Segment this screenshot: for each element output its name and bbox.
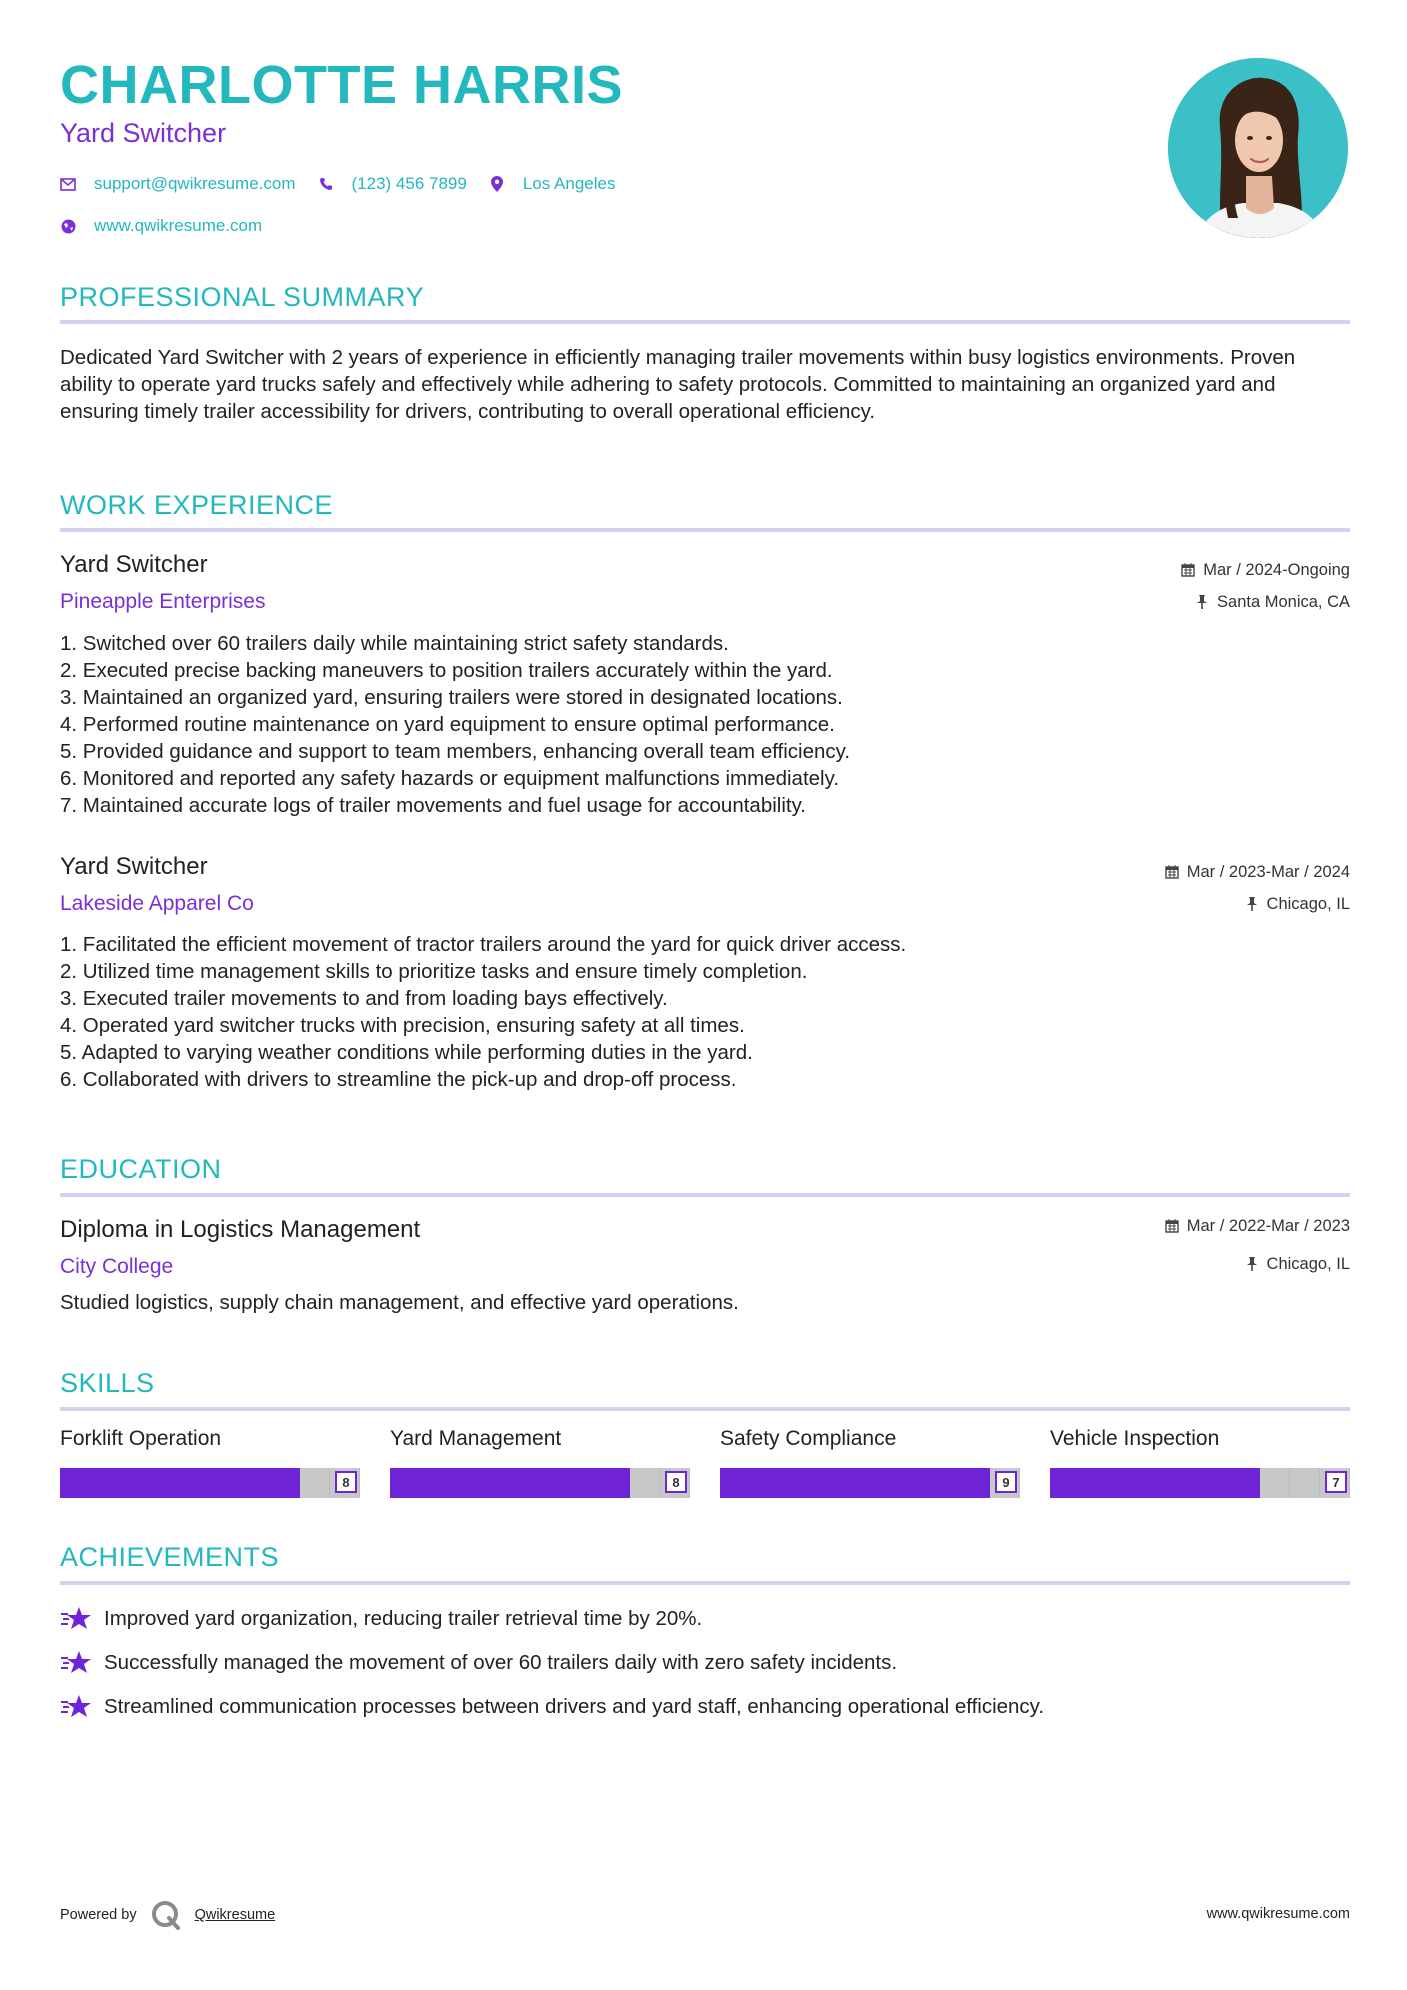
job-date-text: Mar / 2024-Ongoing: [1203, 561, 1350, 579]
skill-segment: [630, 1468, 660, 1498]
skill-score: 8: [335, 1471, 357, 1493]
skill-segment: [960, 1468, 990, 1498]
achievement-item: [60, 1649, 897, 1677]
achievement-text: Streamlined communication processes between drivers and yard staff, enhancing operational efficiency.: [104, 1695, 1045, 1718]
skill-segment: [840, 1468, 870, 1498]
achievements-heading: ACHIEVEMENTS: [60, 1542, 280, 1572]
skill-segment: [420, 1468, 450, 1498]
skill-segment: [390, 1468, 420, 1498]
pushpin-icon: [1245, 897, 1259, 911]
skill-segment: [780, 1468, 810, 1498]
candidate-name: CHARLOTTE HARRIS: [60, 55, 623, 115]
location-item: [489, 174, 616, 194]
school-name: City College: [60, 1255, 174, 1278]
calendar-icon: [1181, 563, 1195, 577]
skill-item: [720, 1427, 1020, 1490]
list-item: 3. Executed trailer movements to and from loading bays effectively.: [60, 987, 668, 1010]
star-icon: [60, 1605, 92, 1633]
map-pin-icon: [489, 176, 505, 192]
website-item[interactable]: [60, 216, 262, 236]
list-item: 1. Switched over 60 trailers daily while maintaining strict safety standards.: [60, 632, 729, 655]
skill-segment: [240, 1468, 270, 1498]
skill-segment: [870, 1468, 900, 1498]
calendar-icon: [1165, 865, 1179, 879]
list-item: 4. Operated yard switcher trucks with precision, ensuring safety at all times.: [60, 1014, 745, 1037]
degree-title: Diploma in Logistics Management: [60, 1216, 421, 1243]
email-item[interactable]: [60, 174, 296, 194]
skill-segment: [600, 1468, 630, 1498]
summary-heading: PROFESSIONAL SUMMARY: [60, 282, 425, 312]
skill-segment: [1170, 1468, 1200, 1498]
globe-icon: [60, 218, 76, 234]
pushpin-icon: [1195, 595, 1209, 609]
skill-segment: [150, 1468, 180, 1498]
list-item: 5. Provided guidance and support to team members, enhancing overall team efficiency.: [60, 740, 851, 763]
calendar-icon: [1165, 1219, 1179, 1233]
skill-segment: [1110, 1468, 1140, 1498]
skill-segment: [540, 1468, 570, 1498]
footer-website[interactable]: www.qwikresume.com: [1206, 1906, 1350, 1922]
skill-item: [390, 1427, 690, 1490]
pushpin-icon: [1245, 1257, 1259, 1271]
list-item: 3. Maintained an organized yard, ensuring trailers were stored in designated locations.: [60, 686, 843, 709]
skill-segment: [1260, 1468, 1290, 1498]
job-location-text: Santa Monica, CA: [1217, 593, 1350, 611]
skill-level-bar: [390, 1468, 690, 1498]
skill-segment: [900, 1468, 930, 1498]
skill-segment: [60, 1468, 90, 1498]
job-title: Yard Switcher: [60, 551, 208, 578]
skill-segment: [1080, 1468, 1110, 1498]
candidate-role: Yard Switcher: [60, 118, 227, 148]
list-item: 6. Monitored and reported any safety hazards or equipment malfunctions immediately.: [60, 767, 840, 790]
job-location-text: Chicago, IL: [1266, 895, 1350, 913]
skill-level-bar: [60, 1468, 360, 1498]
skill-name: Safety Compliance: [720, 1427, 897, 1450]
education-description: Studied logistics, supply chain management, and effective yard operations.: [60, 1291, 739, 1314]
skill-segment: [1050, 1468, 1080, 1498]
section-divider: [60, 320, 1350, 324]
skill-item: [60, 1427, 360, 1490]
location-text: Los Angeles: [522, 174, 616, 193]
phone-item[interactable]: [318, 174, 467, 194]
section-divider: [60, 1407, 1350, 1411]
skills-heading: SKILLS: [60, 1368, 155, 1398]
skill-segment: [480, 1468, 510, 1498]
email-text[interactable]: support@qwikresume.com: [94, 174, 296, 193]
profile-photo: [1168, 58, 1348, 238]
resume-page: [60, 0, 1350, 1990]
education-location-text: Chicago, IL: [1266, 1255, 1350, 1273]
job-duties: [60, 931, 1350, 1093]
brand-link[interactable]: Qwikresume: [194, 1907, 276, 1923]
skill-segment: [90, 1468, 120, 1498]
skill-segment: [810, 1468, 840, 1498]
skill-score: 7: [1325, 1471, 1347, 1493]
contact-row: [60, 174, 637, 194]
website-text[interactable]: www.qwikresume.com: [94, 216, 263, 235]
envelope-icon: [60, 176, 76, 192]
job-duties: [60, 630, 1350, 819]
skill-segment: [1290, 1468, 1320, 1498]
list-item: 2. Utilized time management skills to prioritize tasks and ensure timely completion.: [60, 960, 808, 983]
skill-segment: [300, 1468, 330, 1498]
education-date: [1165, 1218, 1350, 1235]
list-item: 1. Facilitated the efficient movement of tractor trailers around the yard for quick driver access.: [60, 933, 907, 956]
footer-powered-by: [60, 1900, 275, 1930]
star-icon: [60, 1649, 92, 1677]
job-date-text: Mar / 2023-Mar / 2024: [1186, 863, 1350, 881]
company-name: Lakeside Apparel Co: [60, 892, 254, 915]
achievement-item: [60, 1605, 702, 1633]
job-date: [1165, 864, 1350, 881]
skill-name: Forklift Operation: [60, 1427, 222, 1450]
skill-segment: [180, 1468, 210, 1498]
section-divider: [60, 528, 1350, 532]
skill-segment: [1200, 1468, 1230, 1498]
skill-name: Vehicle Inspection: [1050, 1427, 1220, 1450]
skill-level-bar: [720, 1468, 1020, 1498]
list-item: 7. Maintained accurate logs of trailer movements and fuel usage for accountability.: [60, 794, 806, 817]
star-icon: [60, 1693, 92, 1721]
skill-score: 8: [665, 1471, 687, 1493]
skill-item: [1050, 1427, 1350, 1490]
list-item: 2. Executed precise backing maneuvers to position trailers accurately within the yard.: [60, 659, 833, 682]
achievement-item: [60, 1693, 1044, 1721]
achievement-text: Improved yard organization, reducing trailer retrieval time by 20%.: [104, 1607, 703, 1630]
achievement-text: Successfully managed the movement of over 60 trailers daily with zero safety incidents.: [104, 1651, 898, 1674]
job-location: [1195, 594, 1350, 611]
list-item: 5. Adapted to varying weather conditions while performing duties in the yard.: [60, 1041, 753, 1064]
skill-score: 9: [995, 1471, 1017, 1493]
skill-segment: [720, 1468, 750, 1498]
experience-heading: WORK EXPERIENCE: [60, 490, 334, 520]
education-date-text: Mar / 2022-Mar / 2023: [1186, 1217, 1350, 1235]
company-name: Pineapple Enterprises: [60, 590, 266, 613]
section-divider: [60, 1193, 1350, 1197]
education-location: [1245, 1256, 1350, 1273]
summary-text: Dedicated Yard Switcher with 2 years of experience in efficiently managing trailer movements within busy logistics environments. Proven ability to operate yard trucks safely and effectively while adhering to safety protocols. Committed to maintaining an organized yard and ensuring timely trailer accessibility for drivers, contributing to overall operational efficiency.: [60, 346, 1296, 423]
skill-segment: [930, 1468, 960, 1498]
website-row: [60, 216, 284, 236]
skill-segment: [270, 1468, 300, 1498]
phone-icon: [318, 176, 334, 192]
powered-by-text: Powered by: [60, 1907, 137, 1923]
skill-segment: [1230, 1468, 1260, 1498]
phone-text[interactable]: (123) 456 7899: [351, 174, 467, 193]
skill-segment: [450, 1468, 480, 1498]
job-date: [1181, 562, 1350, 579]
skill-segment: [120, 1468, 150, 1498]
section-divider: [60, 1581, 1350, 1585]
skill-segment: [210, 1468, 240, 1498]
education-heading: EDUCATION: [60, 1154, 222, 1184]
skill-segment: [570, 1468, 600, 1498]
job-title: Yard Switcher: [60, 853, 208, 880]
skill-segment: [1140, 1468, 1170, 1498]
job-location: [1245, 896, 1350, 913]
skill-segment: [510, 1468, 540, 1498]
skill-level-bar: [1050, 1468, 1350, 1498]
list-item: 6. Collaborated with drivers to streamline the pick-up and drop-off process.: [60, 1068, 737, 1091]
skill-name: Yard Management: [390, 1427, 562, 1450]
skill-segment: [750, 1468, 780, 1498]
qwikresume-logo-icon: [151, 1900, 181, 1930]
list-item: 4. Performed routine maintenance on yard equipment to ensure optimal performance.: [60, 713, 835, 736]
